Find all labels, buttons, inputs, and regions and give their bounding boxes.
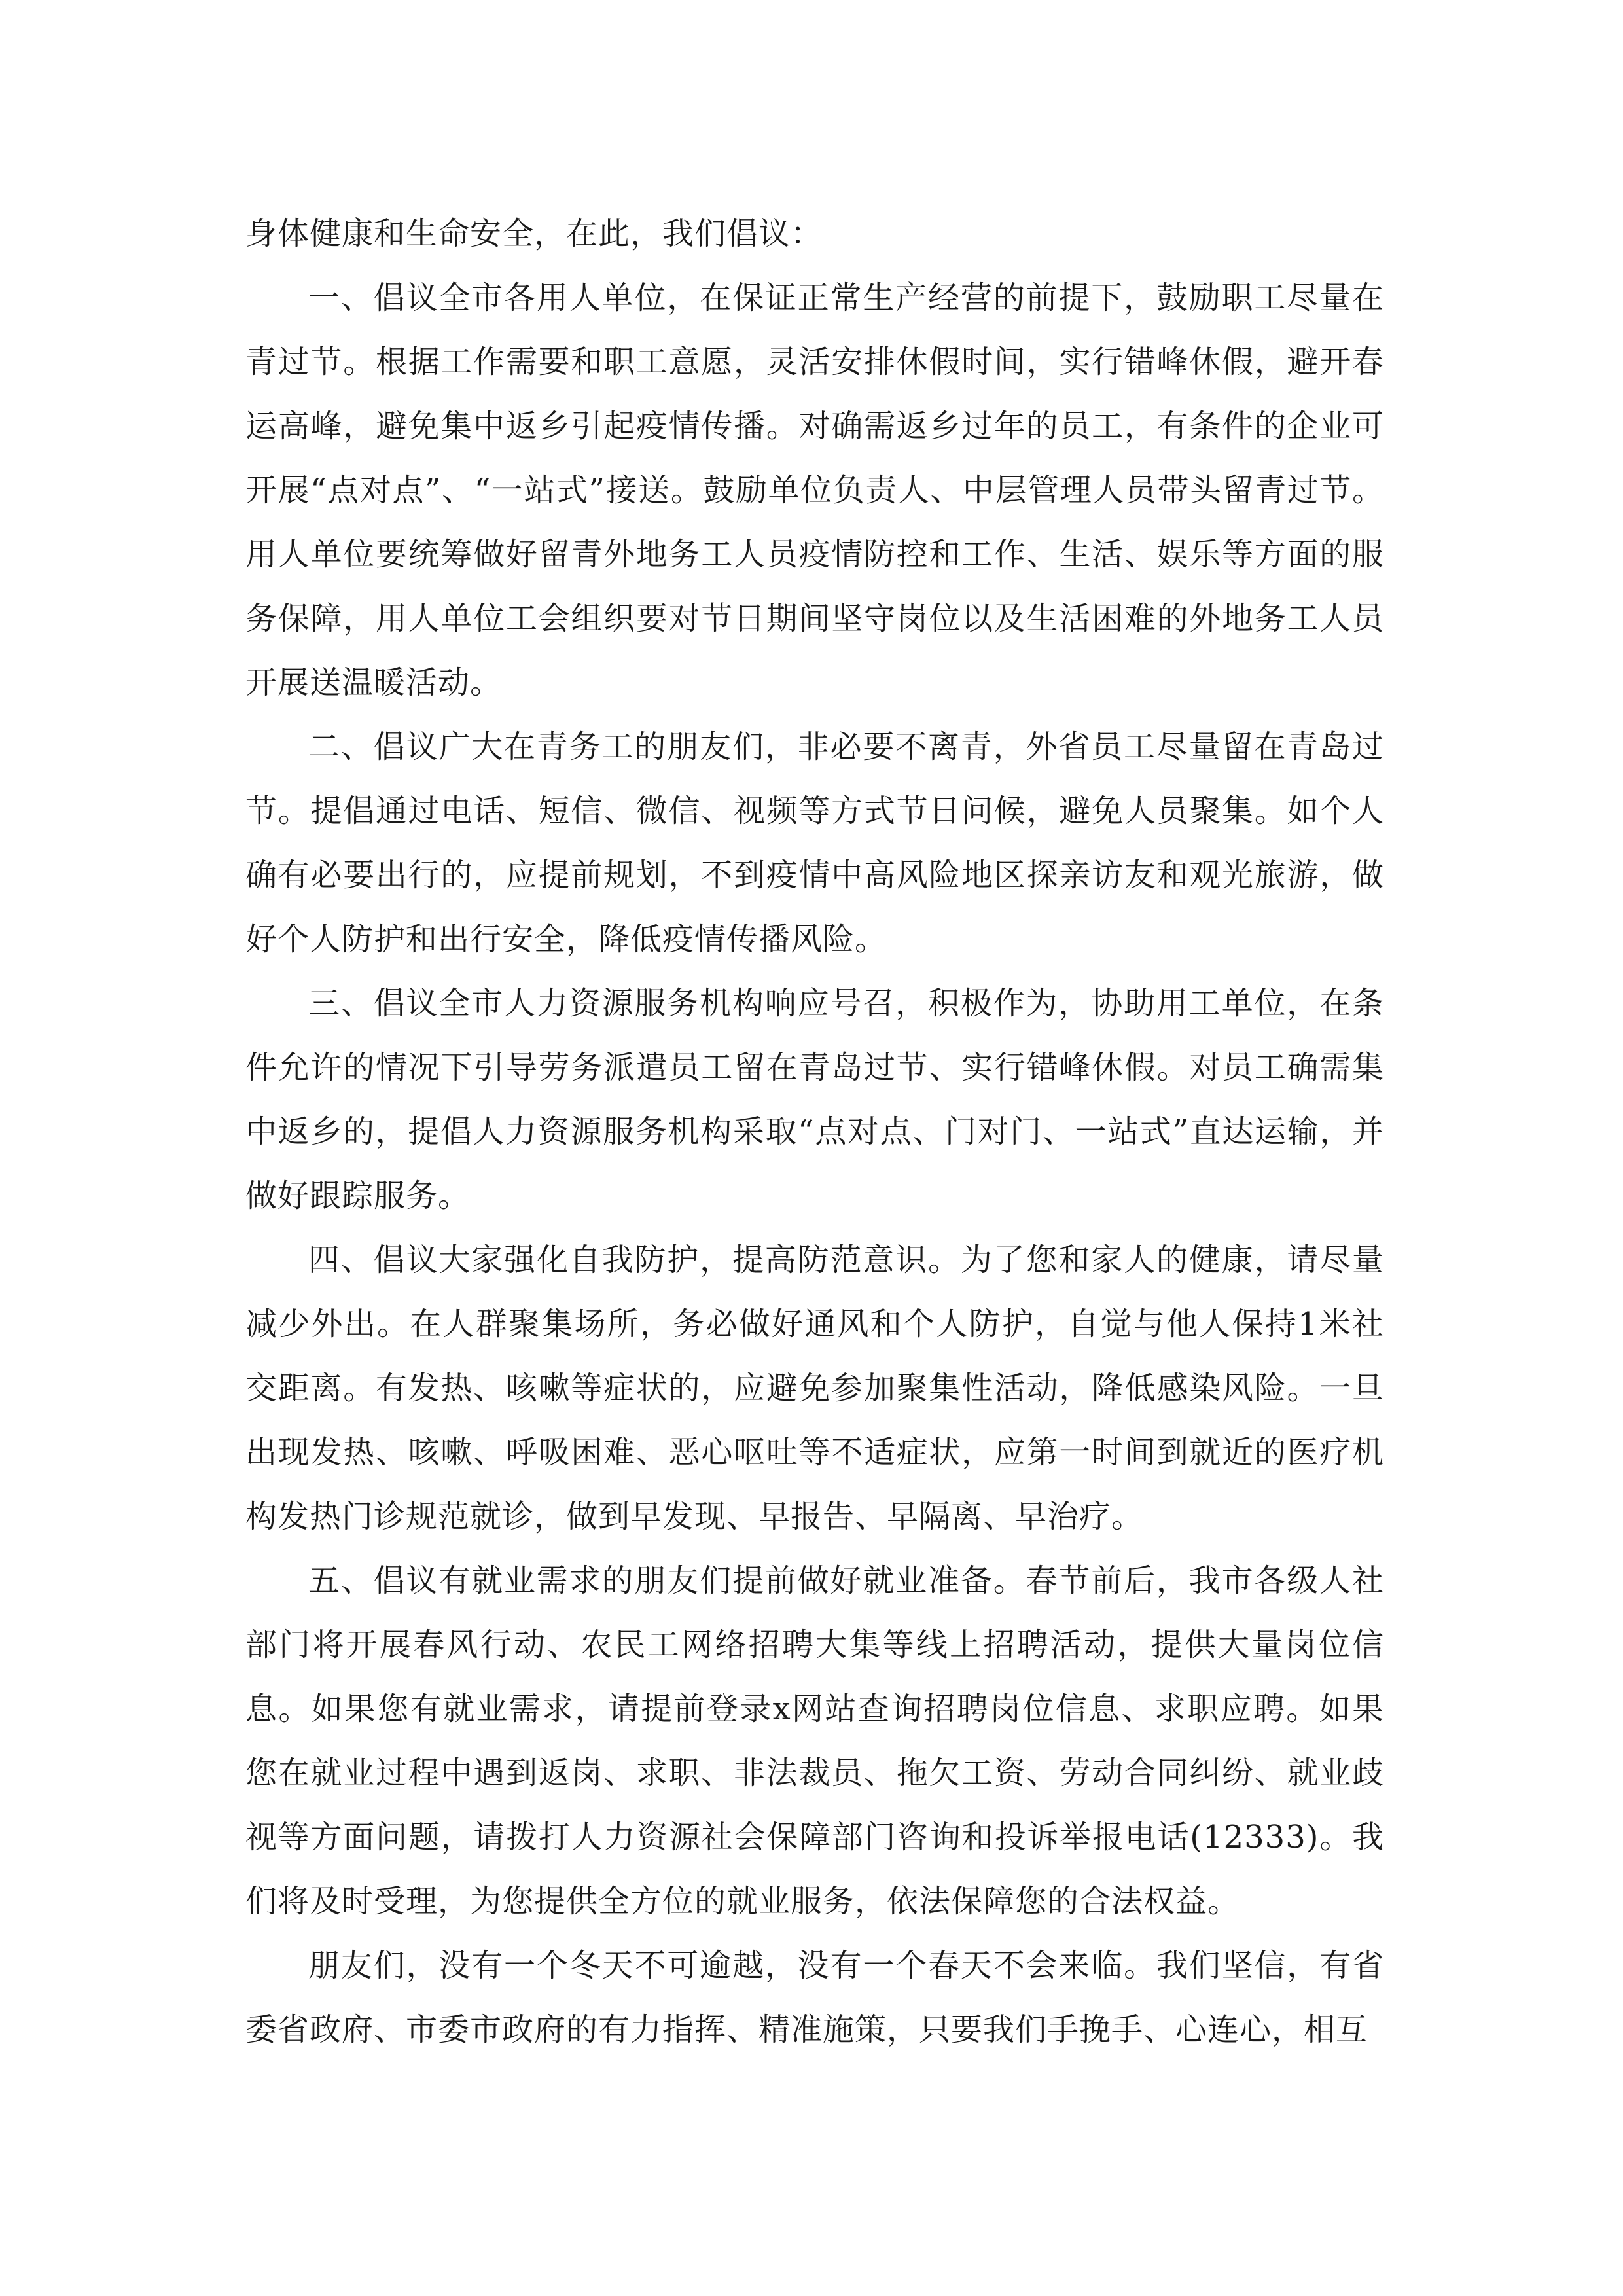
paragraph-proposal-3: 三、倡议全市人力资源服务机构响应号召，积极作为，协助用工单位，在条件允许的情况下引导劳务派遣员工留在青岛过节、实行错峰休假。对员工确需集中返乡的，提倡人力资源服务机构采取“点对点、门对门、一站式”直达运输，并做好跟踪服务。 bbox=[245, 985, 1384, 1214]
paragraph-closing: 朋友们，没有一个冬天不可逾越，没有一个春天不会来临。我们坚信，有省委省政府、市委市政府的有力指挥、精准施策，只要我们手挽手、心连心，相互 bbox=[245, 1947, 1384, 2048]
paragraph-proposal-2: 二、倡议广大在青务工的朋友们，非必要不离青，外省员工尽量留在青岛过节。提倡通过电话、短信、微信、视频等方式节日问候，避免人员聚集。如个人确有必要出行的，应提前规划，不到疫情中高风险地区探亲访友和观光旅游，做好个人防护和出行安全，降低疫情传播风险。 bbox=[245, 728, 1384, 958]
paragraph-intro-continuation: 身体健康和生命安全，在此，我们倡议： bbox=[245, 215, 823, 252]
paragraph-proposal-5: 五、倡议有就业需求的朋友们提前做好就业准备。春节前后，我市各级人社部门将开展春风行动、农民工网络招聘大集等线上招聘活动，提供大量岗位信息。如果您有就业需求，请提前登录x网站查询招聘岗位信息、求职应聘。如果您在就业过程中遇到返岗、求职、非法裁员、拖欠工资、劳动合同纠纷、就业歧视等方面问题，请拨打人力资源社会保障部门咨询和投诉举报电话(12333)。我们将及时受理，为您提供全方位的就业服务，依法保障您的合法权益。 bbox=[245, 1562, 1384, 1920]
paragraph-proposal-1: 一、倡议全市各用人单位，在保证正常生产经营的前提下，鼓励职工尽量在青过节。根据工作需要和职工意愿，灵活安排休假时间，实行错峰休假，避开春运高峰，避免集中返乡引起疫情传播。对确需返乡过年的员工，有条件的企业可开展“点对点”、“一站式”接送。鼓励单位负责人、中层管理人员带头留青过节。用人单位要统筹做好留青外地务工人员疫情防控和工作、生活、娱乐等方面的服务保障，用人单位工会组织要对节日期间坚守岗位以及生活困难的外地务工人员开展送温暖活动。 bbox=[245, 279, 1384, 701]
document-body bbox=[245, 202, 1384, 2062]
paragraph-proposal-4: 四、倡议大家强化自我防护，提高防范意识。为了您和家人的健康，请尽量减少外出。在人群聚集场所，务必做好通风和个人防护，自觉与他人保持1米社交距离。有发热、咳嗽等症状的，应避免参加聚集性活动，降低感染风险。一旦出现发热、咳嗽、呼吸困难、恶心呕吐等不适症状，应第一时间到就近的医疗机构发热门诊规范就诊，做到早发现、早报告、早隔离、早治疗。 bbox=[245, 1242, 1384, 1535]
